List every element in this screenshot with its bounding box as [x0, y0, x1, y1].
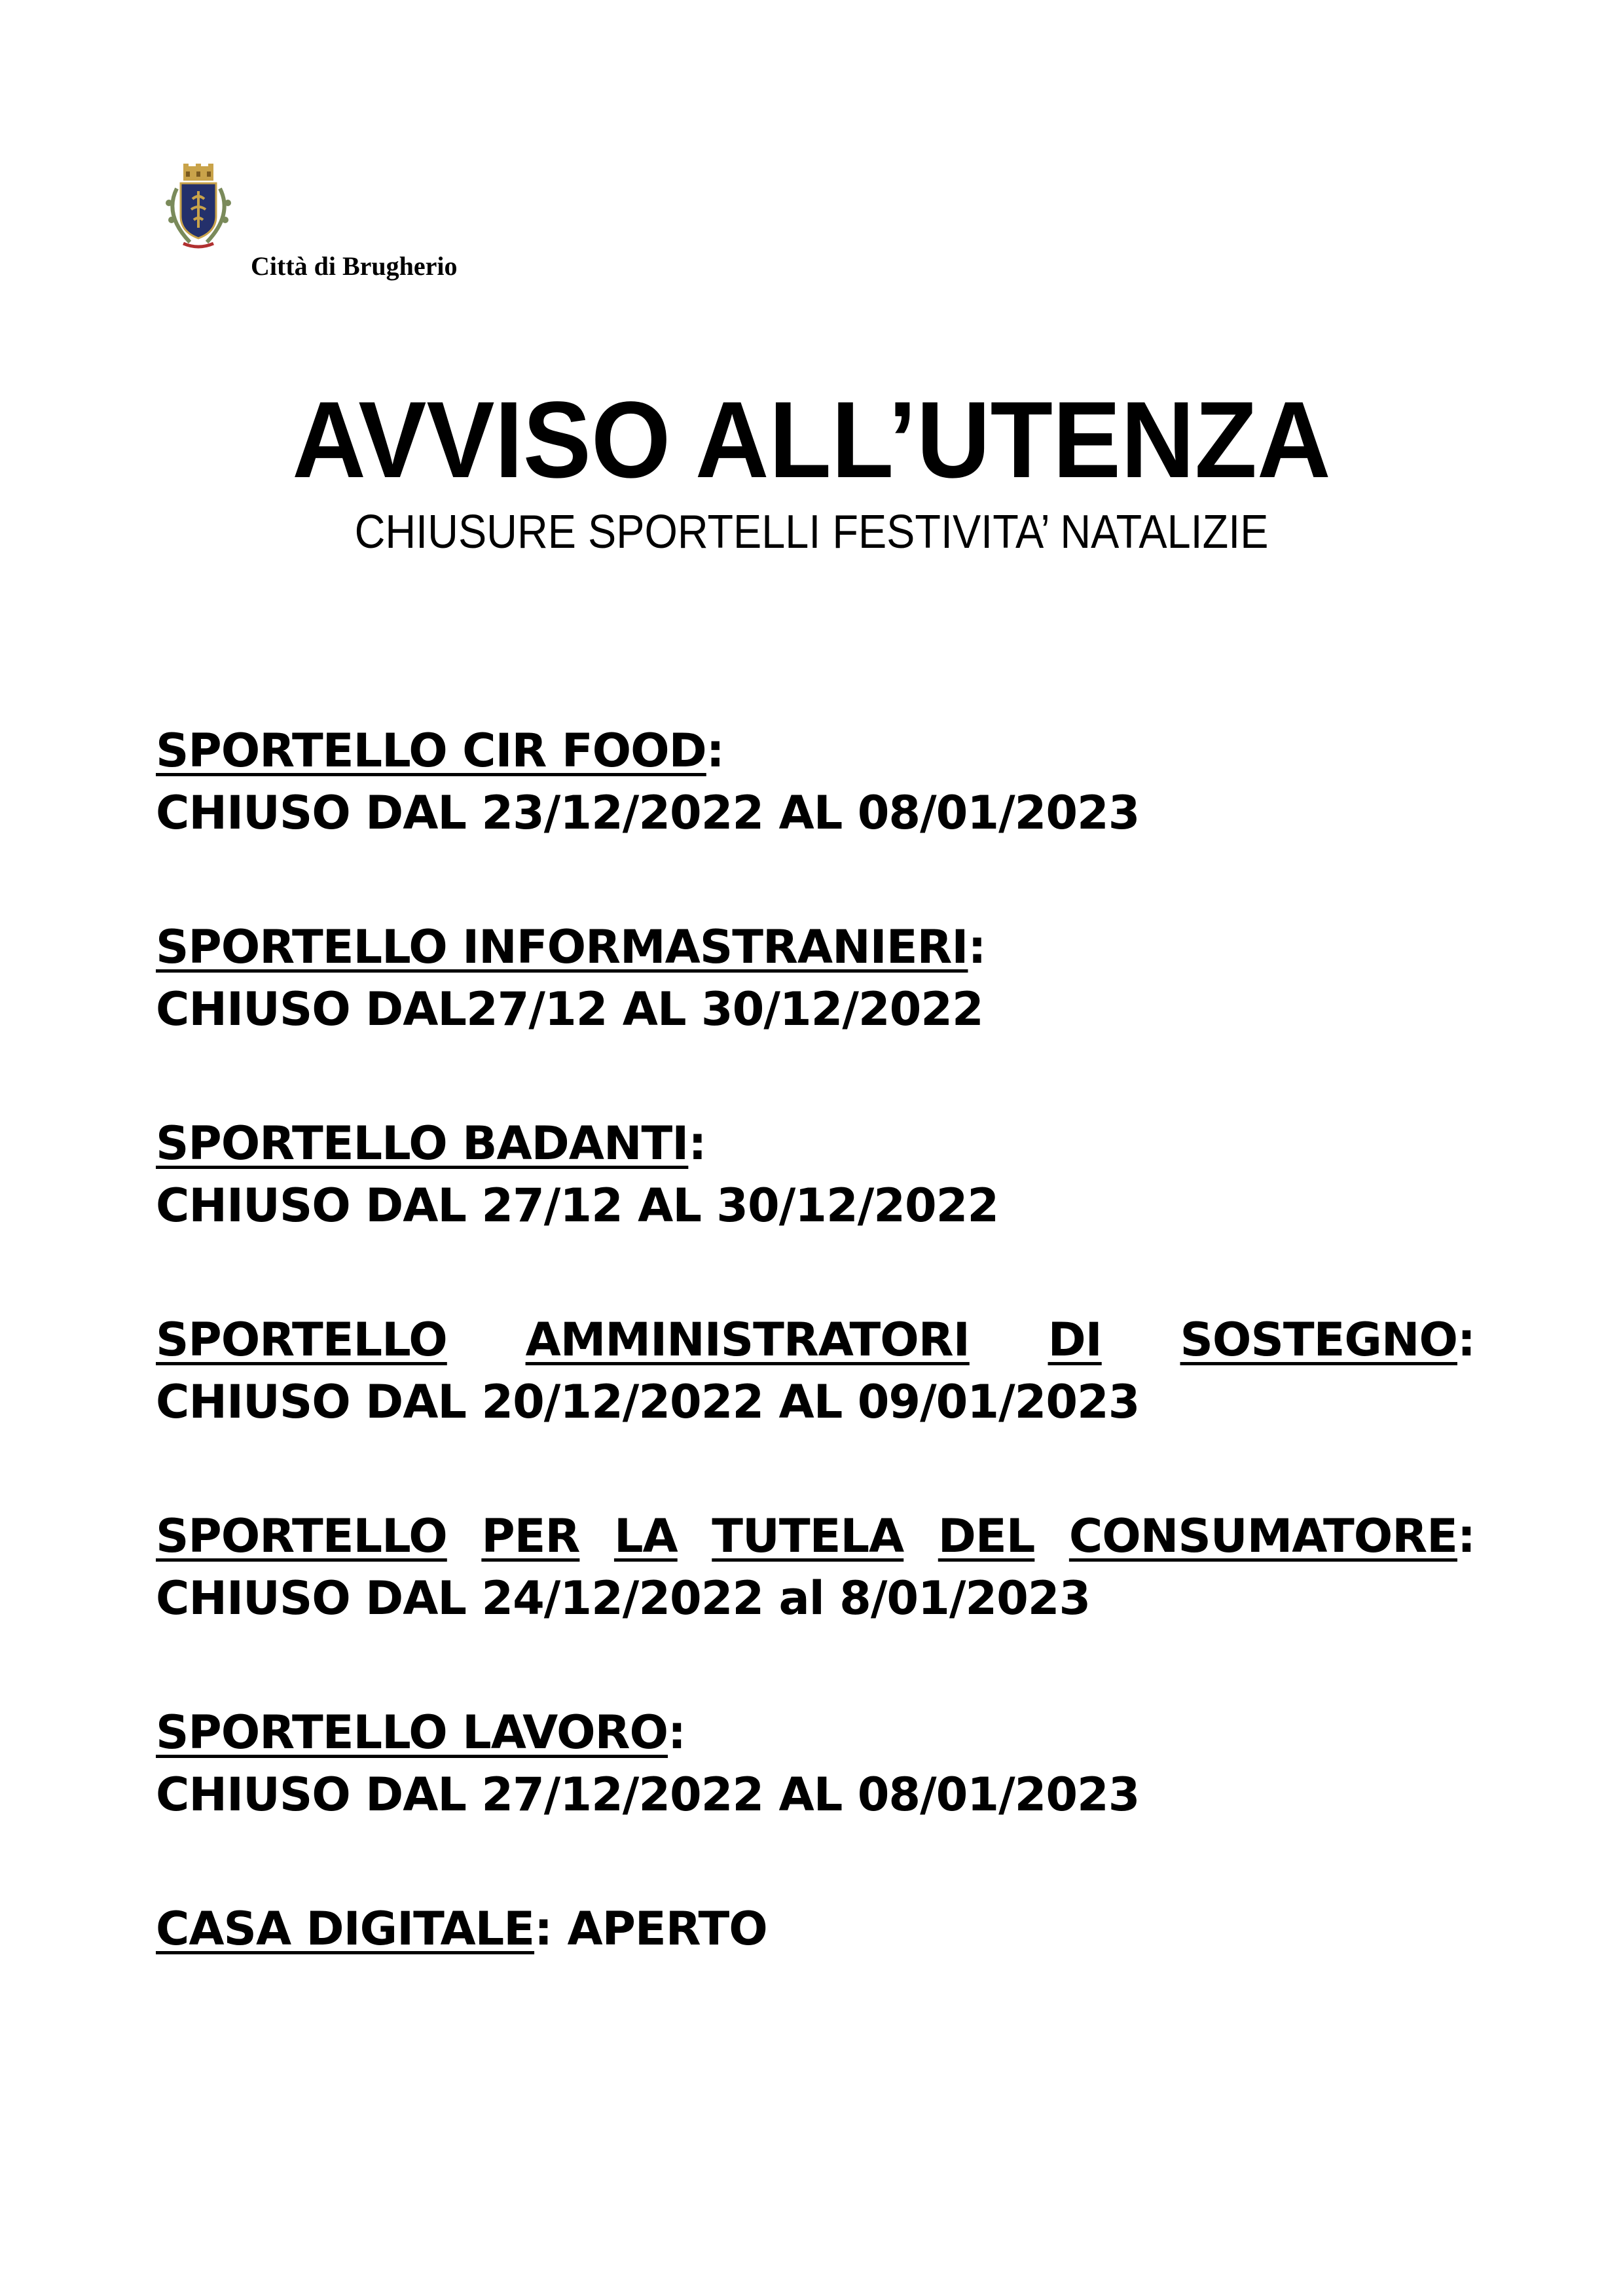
notice-status: CHIUSO DAL 23/12/2022 AL 08/01/2023	[156, 786, 1140, 840]
notice-label: CASA DIGITALE	[156, 1902, 535, 1956]
closures-list	[156, 720, 1475, 2094]
notice-label-word: DI	[1048, 1313, 1102, 1367]
notice-status: CHIUSO DAL 20/12/2022 AL 09/01/2023	[156, 1375, 1140, 1429]
notice-amministratori-di-sostegno: SPORTELLO AMMINISTRATORI DI SOSTEGNO: CHIUSO DAL 20/12/2022 AL 09/01/2023	[156, 1309, 1475, 1505]
notice-label: SPORTELLO INFORMASTRANIERI	[156, 920, 968, 974]
page-title: AVVISO ALL’UTENZA	[292, 380, 1331, 501]
notice-label-word: SOSTEGNO	[1180, 1313, 1457, 1367]
municipal-coat-of-arms-icon	[157, 162, 240, 254]
notice-label-word: SPORTELLO	[156, 1509, 447, 1563]
notice-status: CHIUSO DAL 24/12/2022 al 8/01/2023	[156, 1571, 1091, 1625]
notice-label-word: LA	[613, 1509, 678, 1563]
city-name: Città di Brugherio	[251, 251, 458, 281]
notice-lavoro: SPORTELLO LAVORO: CHIUSO DAL 27/12/2022 AL 08/01/2023	[156, 1702, 1475, 1898]
notice-label-word: TUTELA	[712, 1509, 904, 1563]
notice-label-word: SPORTELLO	[156, 1313, 447, 1367]
notice-cir-food: SPORTELLO CIR FOOD: CHIUSO DAL 23/12/2022 AL 08/01/2023	[156, 720, 1475, 916]
notice-casa-digitale: CASA DIGITALE: APERTO	[156, 1902, 767, 1956]
notice-tutela-consumatore: SPORTELLO PER LA TUTELA DEL CONSUMATORE: CHIUSO DAL 24/12/2022 al 8/01/2023	[156, 1505, 1475, 1702]
notice-label: SPORTELLO BADANTI	[156, 1117, 689, 1170]
notice-badanti: SPORTELLO BADANTI: CHIUSO DAL 27/12 AL 30/12/2022	[156, 1113, 1475, 1309]
notice-label-word: AMMINISTRATORI	[525, 1313, 970, 1367]
notice-label: SPORTELLO LAVORO	[156, 1706, 668, 1759]
notice-label: SPORTELLO CIR FOOD	[156, 724, 706, 778]
notice-status: CHIUSO DAL27/12 AL 30/12/2022	[156, 982, 983, 1036]
notice-label-word: CONSUMATORE	[1068, 1509, 1457, 1563]
notice-label-word: PER	[481, 1509, 580, 1563]
page-subtitle: CHIUSURE SPORTELLI FESTIVITA’ NATALIZIE	[354, 506, 1269, 558]
notice-informastranieri: SPORTELLO INFORMASTRANIERI: CHIUSO DAL27/12 AL 30/12/2022	[156, 916, 1475, 1113]
notice-status: CHIUSO DAL 27/12/2022 AL 08/01/2023	[156, 1768, 1140, 1821]
notice-label-word: DEL	[938, 1509, 1035, 1563]
notice-status: CHIUSO DAL 27/12 AL 30/12/2022	[156, 1179, 999, 1232]
